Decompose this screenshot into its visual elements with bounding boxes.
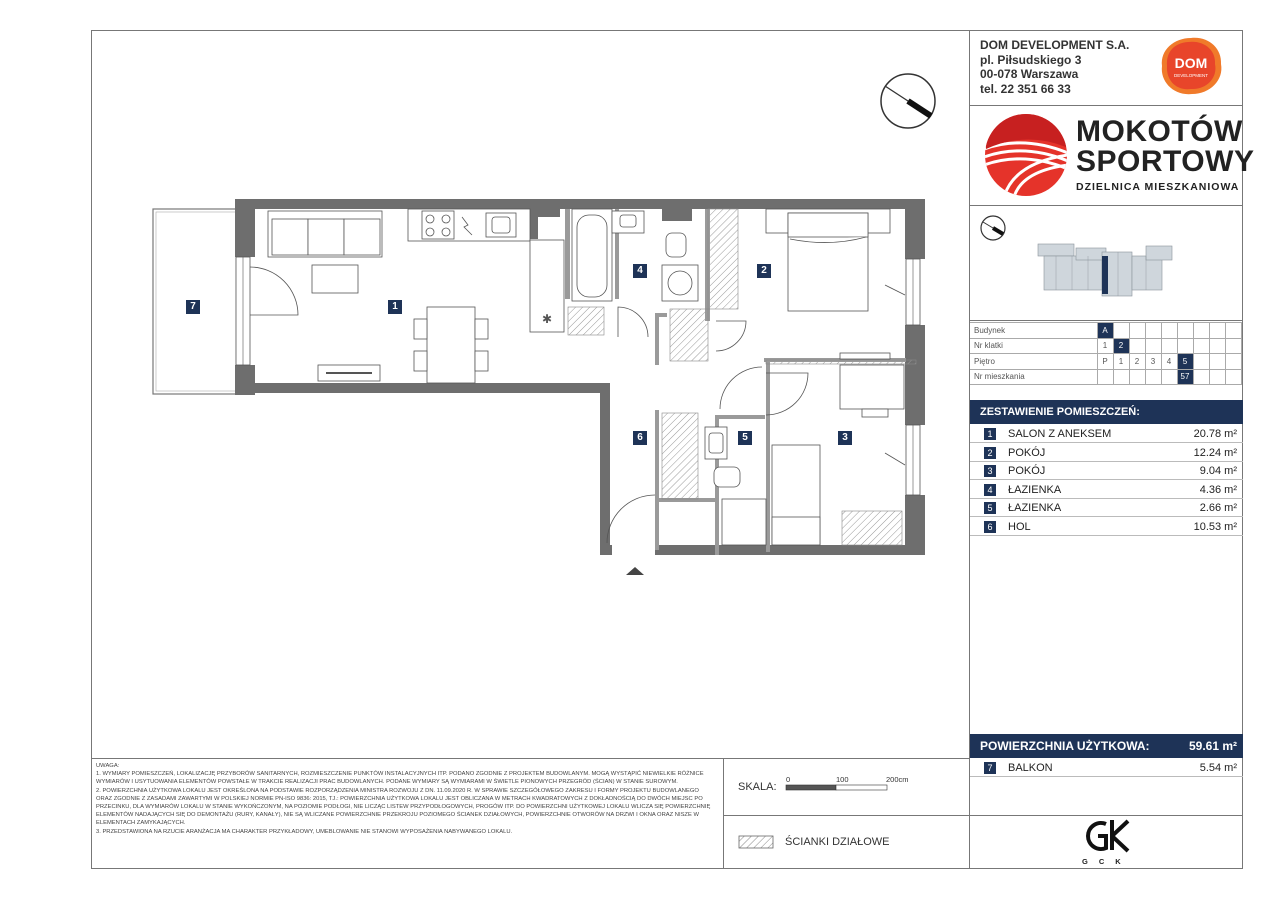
dom-logo-text: DOM (1174, 55, 1208, 71)
info-row-label: Budynek (970, 323, 1097, 339)
balcony-number: 7 (984, 762, 996, 774)
balcony-area: 5.54 m² (1199, 762, 1237, 774)
divider (970, 105, 1243, 106)
room-number: 1 (984, 428, 996, 440)
project-title-line1: MOKOTÓW (1076, 115, 1243, 148)
info-cell (1113, 323, 1129, 339)
info-cell (1177, 323, 1193, 339)
entrance-arrow (626, 567, 644, 575)
info-cell (1145, 338, 1161, 354)
info-row-label: Nr mieszkania (970, 369, 1097, 385)
room-number: 6 (984, 521, 996, 533)
info-cell (1193, 338, 1209, 354)
room-name: SALON Z ANEKSEM (1008, 428, 1112, 440)
room-name: POKÓJ (1008, 446, 1046, 459)
plan-label: 2 (757, 264, 771, 278)
bathroom-fixtures-2 (705, 427, 766, 545)
balcony-row (970, 759, 1243, 777)
info-cell (1209, 323, 1225, 339)
info-cell (1209, 369, 1225, 385)
room-name: ŁAZIENKA (1008, 483, 1062, 496)
partition-wall-swatch (738, 835, 774, 849)
mokotow-sportowy-logo (984, 113, 1068, 197)
info-cell (1161, 369, 1177, 385)
info-cell (1145, 369, 1161, 385)
plan-label: 6 (633, 431, 647, 445)
divider (92, 758, 970, 759)
plan-label: 4 (633, 264, 647, 278)
info-row (970, 323, 1241, 339)
project-title-line2: SPORTOWY (1076, 145, 1255, 178)
room-row (970, 481, 1243, 499)
project-subtitle: DZIELNICA MIESZKANIOWA (1076, 181, 1240, 193)
note-item: 2. POWIERZCHNIA UŻYTKOWA LOKALU JEST OKREŚLONA NA PODSTAWIE ROZPORZĄDZENIA MINISTRA ROZWOJU Z DN. 11.09.2020 R. W SPRAWIE SZCZEGÓŁOWEGO ZAKRESU I FORMY PROJEKTU BUDOWLANEGO ORAZ ZGODNIE Z ZASADAMI ZAWARTYMI W POLSKIEJ NORMIE PN-ISO 9836: 2015, TJ.: POWIERZCHNIA UŻYTKOWA LOKALU JEST OBLICZANA W METRACH KWADRATOWYCH Z DOKŁADNOŚCIĄ DO DWÓCH MIEJSC PO PRZECINKU, DLA WYMIARÓW LOKALU W STANIE WYKOŃCZONYM, NA POZIOMIE PODŁOGI, NIE LICZĄC LISTEW PRZYPODŁOGOWYCH, PROGÓW ITP. DO POWIERZCHNI UŻYTKOWEJ LOKALU WLICZA SIĘ POWIERZCHNIĘ ELEMENTÓW NADAJĄCYCH SIĘ DO DEMONTAŻU (RURY, KANAŁY), NIE SĄ WLICZANE POWIERZCHNIE PRZEKROJU POZIOMEGO ŚCIANEK DZIAŁOWYCH, POWIERZCHNIE OTWORÓW NA DRZWI I OKNA ORAZ NISZE W ELEMENTACH ZAMYKAJĄCYCH. (96, 787, 711, 827)
info-row (970, 369, 1241, 385)
info-cell (1193, 369, 1209, 385)
plan-label: 7 (186, 300, 200, 314)
info-cell: A (1097, 323, 1113, 339)
plan-label: 5 (738, 431, 752, 445)
divider (970, 205, 1243, 206)
project-title (1076, 117, 1254, 177)
bed-room-2 (766, 209, 890, 359)
info-cell: 4 (1161, 354, 1177, 370)
info-cell (1209, 338, 1225, 354)
room-area: 2.66 m² (1199, 502, 1237, 514)
info-row (970, 354, 1241, 370)
info-cell (1129, 338, 1145, 354)
info-cell (1177, 338, 1193, 354)
key-plan-diagram (1036, 238, 1176, 300)
info-cell (1145, 323, 1161, 339)
info-cell (1225, 338, 1241, 354)
room-number: 2 (984, 447, 996, 459)
divider (723, 758, 724, 869)
rooms-header: ZESTAWIENIE POMIESZCZEŃ: (970, 400, 1243, 424)
total-area-bar (970, 734, 1243, 758)
compass-icon (879, 72, 937, 130)
info-cell: 57 (1177, 369, 1193, 385)
svg-text:✱: ✱ (541, 312, 553, 326)
dom-development-logo (1158, 36, 1224, 96)
note-item: 3. PRZEDSTAWIONA NA RZUCIE ARANŻACJA MA CHARAKTER PRZYKŁADOWY, UMEBLOWANIE NIE STANOWI WYPOSAŻENIA NABYWANEGO LOKALU. (96, 828, 513, 835)
scale-label: SKALA: (738, 781, 777, 793)
room-number: 4 (984, 484, 996, 496)
info-cell (1193, 354, 1209, 370)
floor-plan (150, 195, 930, 580)
info-cell: 3 (1145, 354, 1161, 370)
sofa (268, 211, 382, 257)
info-cell (1225, 354, 1241, 370)
divider (970, 815, 1243, 816)
total-area-label: POWIERZCHNIA UŻYTKOWA: (980, 739, 1150, 753)
room-name: ŁAZIENKA (1008, 502, 1062, 514)
scale-tick: 100 (836, 775, 849, 784)
info-cell: 1 (1097, 338, 1113, 354)
room-area: 10.53 m² (1193, 520, 1237, 533)
company-address-street: pl. Piłsudskiego 3 (980, 52, 1082, 67)
divider (970, 320, 1243, 321)
info-cell (1225, 323, 1241, 339)
info-row-label: Piętro (970, 354, 1097, 370)
info-row-label: Nr klatki (970, 338, 1097, 354)
company-info (980, 38, 1129, 96)
divider (723, 815, 970, 816)
info-cell (1161, 338, 1177, 354)
compass-small-icon (979, 214, 1007, 242)
company-name: DOM DEVELOPMENT S.A. (980, 38, 1130, 52)
info-row (970, 338, 1241, 354)
info-cell: 2 (1129, 354, 1145, 370)
room-row (970, 444, 1243, 462)
room-number: 5 (984, 502, 996, 514)
gck-logo (1080, 818, 1134, 854)
notes (96, 762, 716, 836)
plan-label: 3 (838, 431, 852, 445)
info-cell (1161, 323, 1177, 339)
info-cell (1113, 369, 1129, 385)
room-row (970, 518, 1243, 536)
notes-title: UWAGA: (96, 763, 120, 769)
info-cell (1225, 369, 1241, 385)
apartment-info-table (970, 322, 1242, 385)
info-cell (1129, 323, 1145, 339)
dining-set (414, 307, 488, 383)
dom-logo-subtext: DEVELOPMENT (1173, 73, 1209, 78)
room-area: 9.04 m² (1199, 465, 1237, 477)
company-address-city: 00-078 Warszawa (980, 67, 1079, 81)
coffee-table (312, 265, 358, 293)
room-number: 3 (984, 465, 996, 477)
plan-label: 1 (388, 300, 402, 314)
info-cell (1129, 369, 1145, 385)
gck-logo-text: GCK (1082, 857, 1132, 866)
bathroom-fixtures-1 (572, 209, 698, 301)
legend-label: ŚCIANKI DZIAŁOWE (785, 836, 890, 848)
company-phone: tel. 22 351 66 33 (980, 81, 1071, 96)
info-cell: 5 (1177, 354, 1193, 370)
info-cell (1209, 354, 1225, 370)
scale-tick: 0 (786, 775, 791, 784)
room-row (970, 425, 1243, 443)
balcony-name: BALKON (1008, 762, 1053, 774)
info-cell: P (1097, 354, 1113, 370)
room-name: POKÓJ (1008, 465, 1046, 477)
info-cell: 1 (1113, 354, 1129, 370)
room-area: 12.24 m² (1193, 446, 1237, 459)
room-area: 20.78 m² (1193, 428, 1237, 440)
info-cell (1097, 369, 1113, 385)
info-cell (1193, 323, 1209, 339)
info-cell: 2 (1113, 338, 1129, 354)
note-item: 1. WYMIARY POMIESZCZEŃ, LOKALIZACJĘ PRZYBORÓW SANITARNYCH, ROZMIESZCZENIE PUNKTÓW INSTALACYJNYCH ITP. PODANO ZGODNIE Z PROJEKTEM BUDOWLANYM. MOGĄ WYSTĄPIĆ NIEWIELKIE RÓŻNICE WYMIARÓW I USYTUOWANIA ELEMENTÓW POWSTAŁE W TRAKCIE REALIZACJI PRAC BUDOWLANYCH. PODANE WYMIARY SĄ WYMIARAMI W ŚWIETLE PIONOWYCH PRZEGRÓD (ŚCIAN) W STANIE SUROWYM. (96, 771, 704, 786)
room-name: HOL (1008, 520, 1031, 533)
room-row (970, 462, 1243, 480)
scale-tick: 200cm (886, 775, 909, 784)
room-row (970, 499, 1243, 517)
scale-bar (785, 784, 889, 792)
room-area: 4.36 m² (1199, 483, 1237, 496)
total-area-value: 59.61 m² (1188, 739, 1237, 753)
